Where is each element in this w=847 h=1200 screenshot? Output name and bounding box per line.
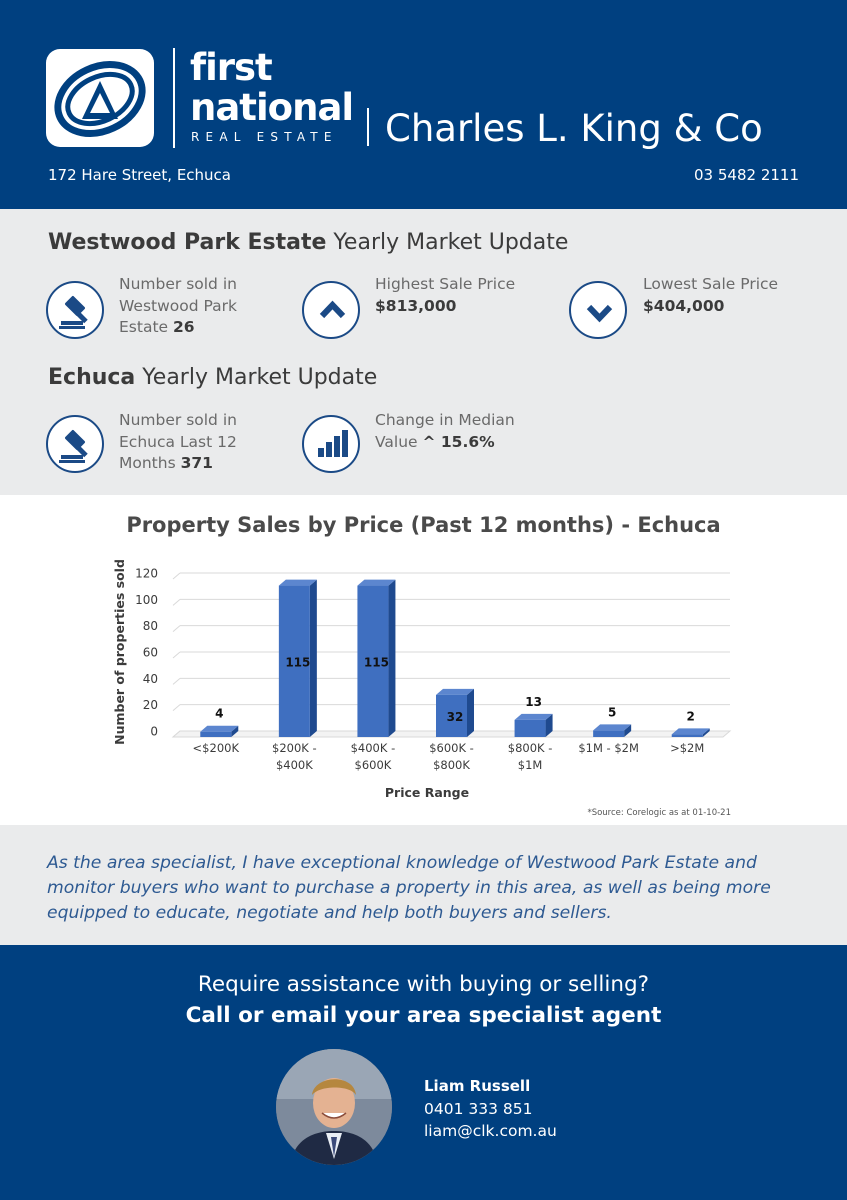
gavel-icon <box>46 415 104 473</box>
chart-section <box>0 495 847 825</box>
agency-divider <box>367 108 369 146</box>
agent-avatar <box>276 1049 392 1165</box>
x-tick-label: $600K - <box>429 741 474 755</box>
x-tick-label: $400K <box>275 758 313 772</box>
x-tick-label: $800K <box>433 758 470 772</box>
data-label: 4 <box>215 706 224 721</box>
chevron-down-icon <box>569 281 627 339</box>
x-tick-label: <$200K <box>192 741 240 755</box>
gridline-depth <box>173 573 180 579</box>
x-tick-label: >$2M <box>670 741 705 755</box>
agent-email[interactable]: liam@clk.com.au <box>424 1122 557 1140</box>
x-tick-label: $1M - $2M <box>578 741 639 755</box>
header-banner <box>0 0 847 209</box>
office-address: 172 Hare Street, Echuca <box>48 166 231 184</box>
bar-side <box>388 580 395 737</box>
chart-source-note: *Source: Corelogic as at 01-10-21 <box>587 808 731 818</box>
office-phone[interactable]: 03 5482 2111 <box>694 166 799 184</box>
chart-title: Property Sales by Price (Past 12 months) - Echuca <box>126 513 721 537</box>
gridline-depth <box>173 678 180 684</box>
footer-contact <box>0 945 847 1200</box>
bar-side <box>467 689 474 737</box>
bar <box>672 734 703 737</box>
bar-chart <box>0 495 847 825</box>
median-change-stat: Change in Median Value ^ 15.6% <box>375 411 515 451</box>
highest-price-stat: Highest Sale Price $813,000 <box>375 275 516 315</box>
cta-instruction: Call or email your area specialist agent <box>185 1003 662 1028</box>
agent-name: Liam Russell <box>424 1077 531 1095</box>
y-tick-label: 120 <box>135 566 158 581</box>
agency-name: Charles L. King & Co <box>385 107 763 150</box>
bar <box>515 720 546 737</box>
y-tick-label: 20 <box>142 698 158 713</box>
x-tick-label: $1M <box>517 758 543 772</box>
agent-phone[interactable]: 0401 333 851 <box>424 1100 533 1118</box>
x-axis-title: Price Range <box>384 785 470 800</box>
x-tick-label: $200K - <box>272 741 317 755</box>
gridline-depth <box>173 599 180 605</box>
y-tick-label: 0 <box>150 724 158 739</box>
gridline-depth <box>173 626 180 632</box>
cta-question: Require assistance with buying or selling? <box>197 972 650 997</box>
y-tick-label: 80 <box>142 619 158 634</box>
y-axis-title: Number of properties sold <box>112 559 127 745</box>
specialist-blurb-section <box>0 825 847 945</box>
westwood-title: Westwood Park Estate Yearly Market Update <box>48 230 569 255</box>
brand-tagline: REAL ESTATE <box>191 130 338 144</box>
bar <box>593 730 624 737</box>
market-stats-section <box>0 209 847 495</box>
y-tick-label: 100 <box>135 592 158 607</box>
brand-national: national <box>190 86 354 129</box>
gridline-depth <box>173 705 180 711</box>
data-label: 5 <box>607 705 617 720</box>
y-tick-label: 40 <box>142 671 158 686</box>
echuca-title: Echuca Yearly Market Update <box>48 365 378 390</box>
brand-divider <box>173 48 175 148</box>
gridline-depth <box>173 652 180 658</box>
data-label: 115 <box>285 655 311 670</box>
data-label: 115 <box>363 655 389 670</box>
x-tick-label: $400K - <box>350 741 396 755</box>
bar-side <box>310 580 317 737</box>
gavel-icon <box>46 281 104 339</box>
data-label: 13 <box>525 694 542 709</box>
data-label: 32 <box>446 709 464 724</box>
x-tick-label: $600K <box>354 758 392 772</box>
y-tick-label: 60 <box>142 645 158 660</box>
specialist-blurb: As the area specialist, I have exceptional knowledge of Westwood Park Estate and monitor buyers who want to purchase a property in this area, as well as being more equipped to educate, negotiate and help both buyers and sellers. <box>47 853 771 923</box>
chevron-up-icon <box>302 281 360 339</box>
data-label: 2 <box>686 709 695 724</box>
westwood-sold-stat: Number sold in Westwood Park Estate 26 <box>119 275 238 336</box>
x-tick-label: $800K - <box>507 741 553 755</box>
echuca-sold-stat: Number sold in Echuca Last 12 Months 371 <box>119 411 237 472</box>
lowest-price-stat: Lowest Sale Price $404,000 <box>643 275 779 315</box>
bar <box>200 732 231 737</box>
brand-first: first <box>190 46 272 89</box>
first-national-logo <box>46 49 154 147</box>
bar-chart-icon <box>302 415 360 473</box>
